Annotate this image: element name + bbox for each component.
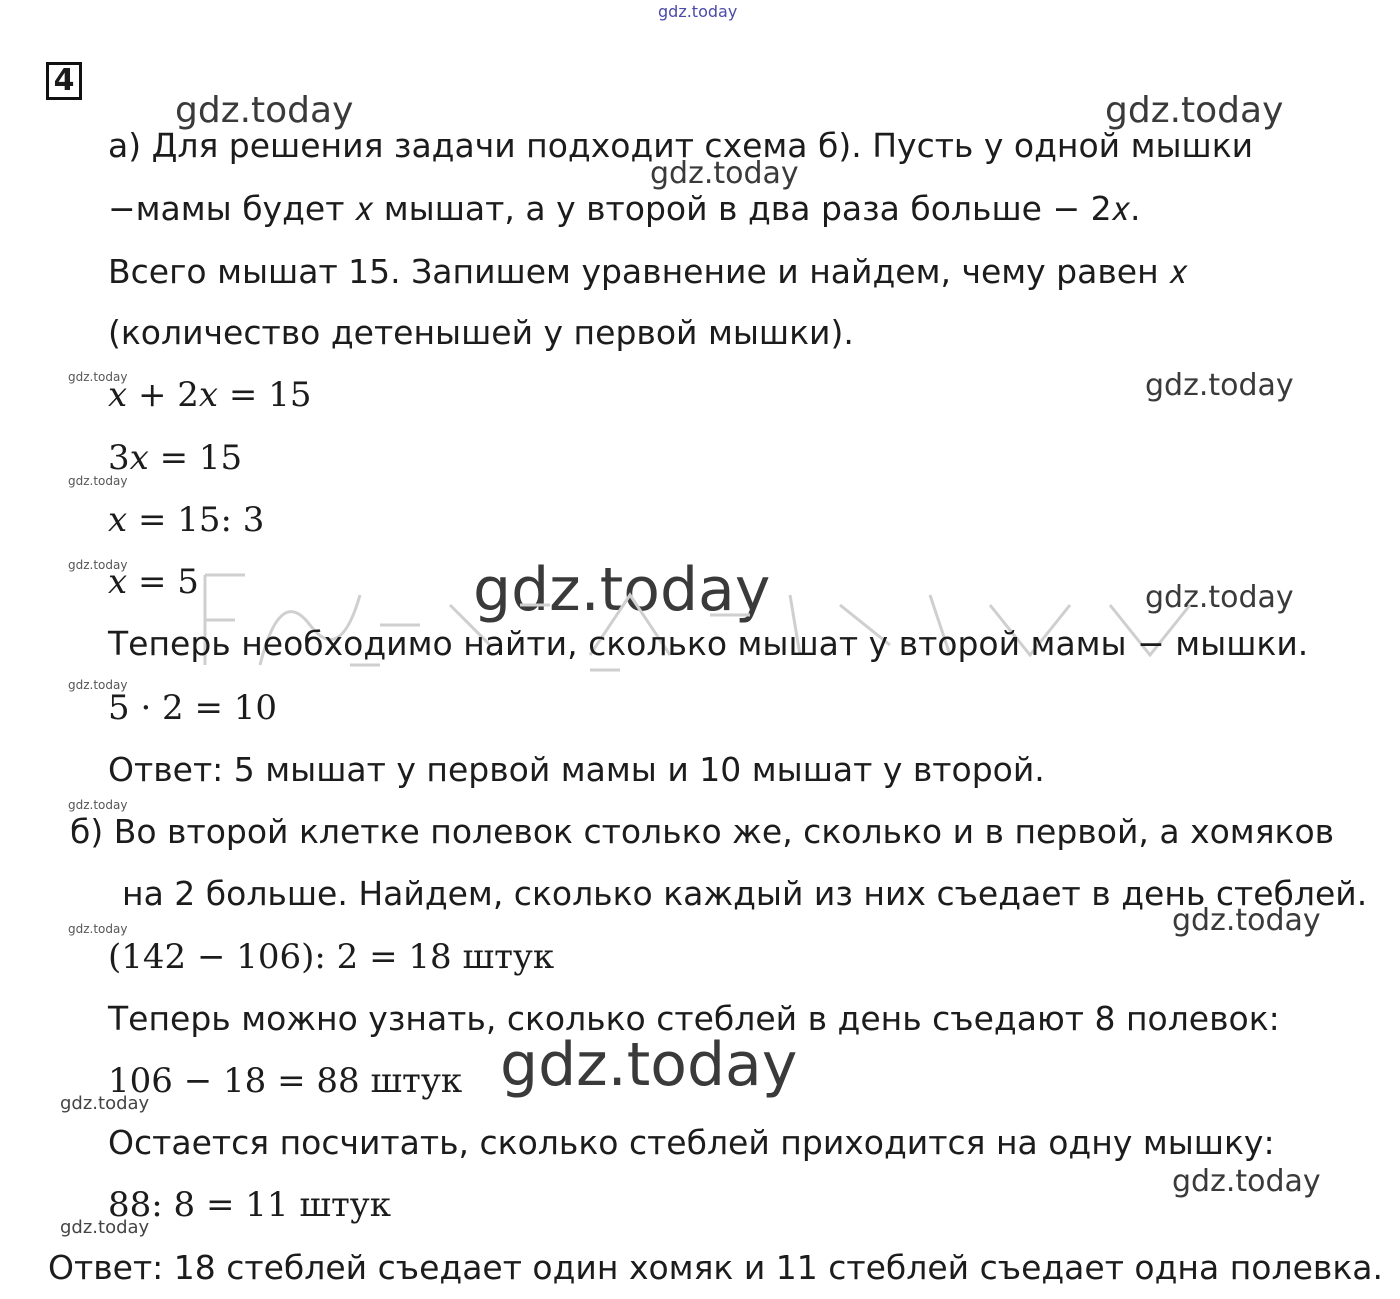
watermark: gdz.today [1145, 368, 1294, 403]
part-b-answer: Ответ: 18 стеблей съедает один хомяк и 11 стеблей съедает одна полевка. [48, 1248, 1383, 1287]
watermark: gdz.today [1105, 90, 1284, 131]
part-a-text-5: Теперь необходимо найти, сколько мышат у второй мамы − мышки. [108, 624, 1309, 663]
watermark: gdz.today [1172, 903, 1321, 938]
part-b-equation-3: 88: 8 = 11 штук [108, 1185, 392, 1225]
part-b-text-1: б) Во второй клетке полевок столько же, сколько и в первой, а хомяков [70, 812, 1335, 851]
watermark: gdz.today [175, 90, 354, 131]
watermark: gdz.today [1172, 1164, 1321, 1199]
watermark: gdz.today [68, 678, 128, 692]
watermark-top: gdz.today [658, 2, 738, 21]
part-b-text-4: Остается посчитать, сколько стеблей приходится на одну мышку: [108, 1123, 1275, 1162]
watermark-large: gdz.today [473, 555, 771, 625]
part-b-equation-1: (142 − 106): 2 = 18 штук [108, 937, 555, 977]
watermark: gdz.today [68, 922, 128, 936]
watermark: gdz.today [68, 474, 128, 488]
watermark: gdz.today [68, 798, 128, 812]
part-a-text-4: (количество детенышей у первой мышки). [108, 313, 854, 352]
part-a-equation-1: 𝑥 + 2𝑥 = 15 [108, 375, 312, 415]
part-a-text-2: −мамы будет 𝑥 мышат, а у второй в два раза больше − 2𝑥. [108, 189, 1141, 228]
part-a-equation-4: 𝑥 = 5 [108, 562, 199, 602]
part-b-text-3: Теперь можно узнать, сколько стеблей в день съедают 8 полевок: [108, 999, 1280, 1038]
task-number-badge: 4 [46, 62, 82, 100]
part-a-text-1: а) Для решения задачи подходит схема б). Пусть у одной мышки [108, 126, 1254, 165]
watermark: gdz.today [1145, 580, 1294, 615]
watermark: gdz.today [60, 1093, 150, 1114]
part-b-equation-2: 106 − 18 = 88 штук [108, 1061, 463, 1101]
watermark-large: gdz.today [500, 1030, 798, 1100]
part-a-equation-3: 𝑥 = 15: 3 [108, 500, 265, 540]
part-b-text-2: на 2 больше. Найдем, сколько каждый из них съедает в день стеблей. [122, 874, 1368, 913]
watermark: gdz.today [650, 156, 799, 191]
watermark: gdz.today [60, 1217, 150, 1238]
part-a-text-3: Всего мышат 15. Запишем уравнение и найдем, чему равен 𝑥 [108, 252, 1188, 291]
watermark: gdz.today [68, 558, 128, 572]
part-a-answer: Ответ: 5 мышат у первой мамы и 10 мышат у второй. [108, 750, 1045, 789]
part-a-equation-5: 5 · 2 = 10 [108, 688, 278, 728]
part-a-equation-2: 3𝑥 = 15 [108, 438, 243, 478]
watermark: gdz.today [68, 370, 128, 384]
